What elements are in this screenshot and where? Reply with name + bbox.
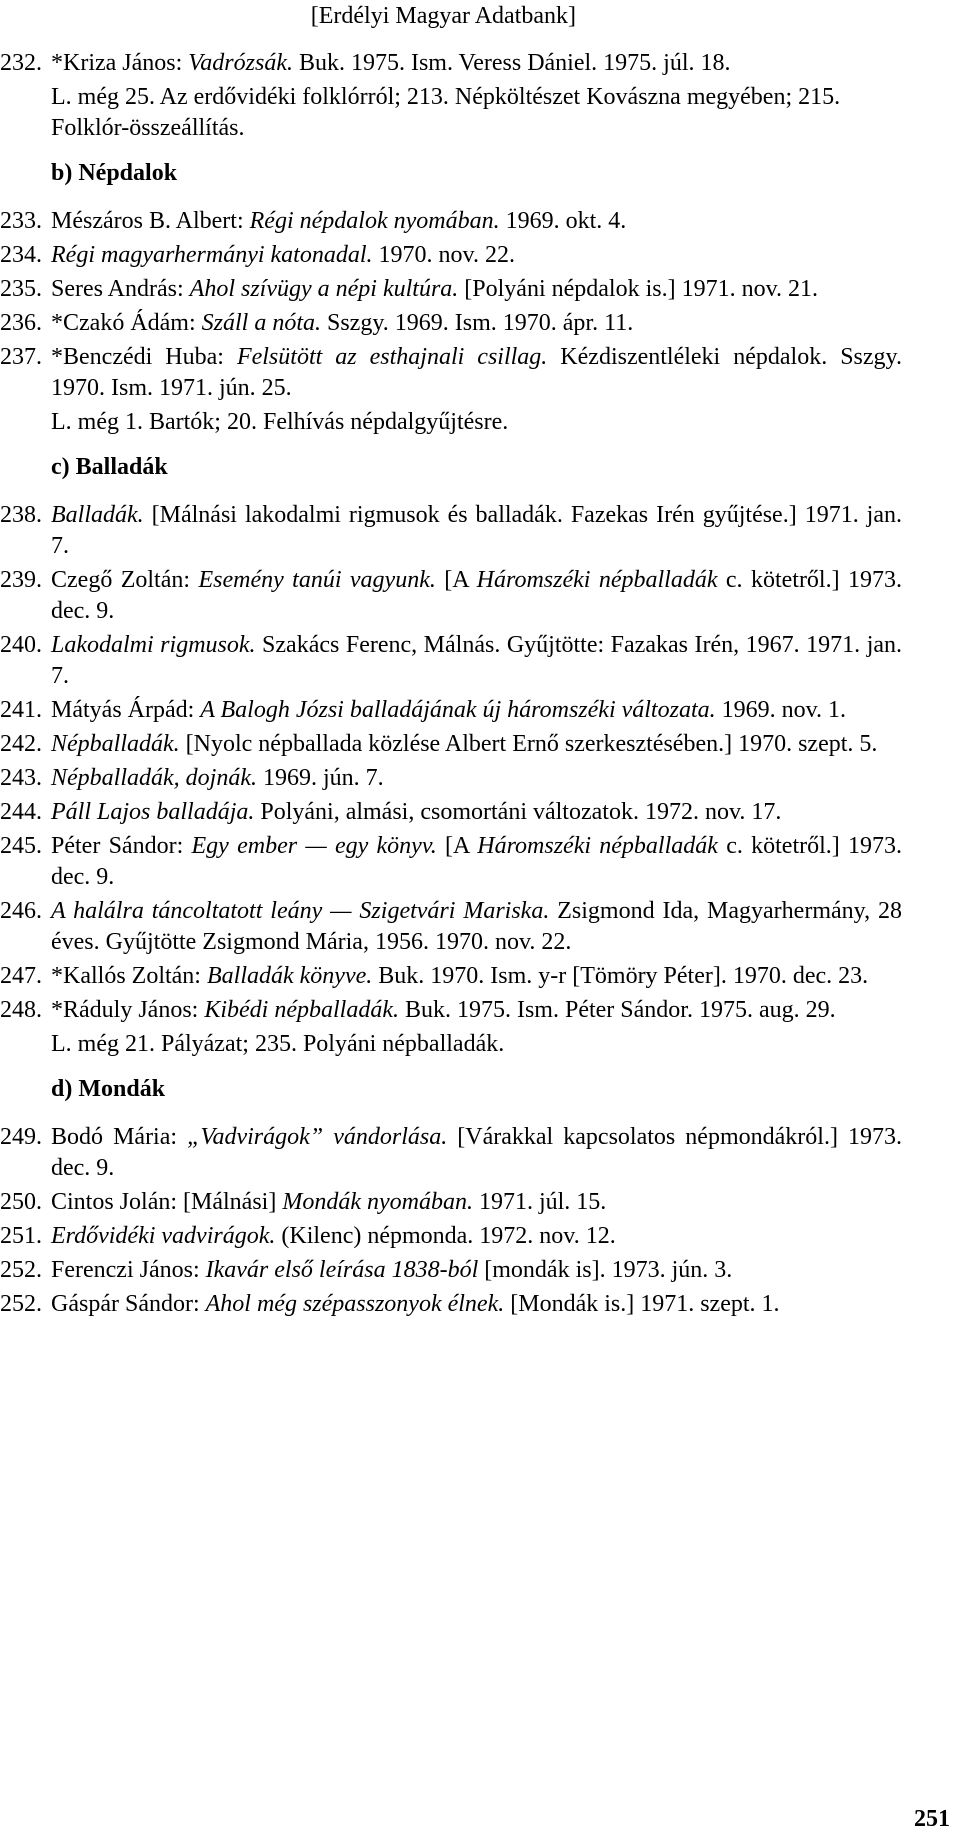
- entry-text: Gáspár Sándor:: [51, 1291, 206, 1317]
- bibliography-entry: [0, 995, 902, 1026]
- bibliography-entry: [0, 797, 902, 828]
- entry-title: Háromszéki népballadák: [477, 833, 718, 859]
- entry-text: Kézdiszentléleki népdalok. Sszgy. 1970. Ism. 1971. jún. 25.: [51, 344, 902, 401]
- entry-title: Mondák nyomában.: [282, 1189, 473, 1215]
- entry-number: 245.: [0, 833, 42, 859]
- bibliography-entry: [0, 1187, 902, 1218]
- entry-text: *Kriza János:: [51, 50, 189, 76]
- entry-text: [mondák is]. 1973. jún. 3.: [478, 1257, 733, 1283]
- entry-number: 247.: [0, 963, 42, 989]
- entry-number: 244.: [0, 799, 42, 825]
- entry-text: Bodó Mária:: [51, 1124, 188, 1150]
- entry-title: „Vadvirágok” vándorlása.: [187, 1124, 448, 1150]
- bibliography-entry: [0, 565, 902, 627]
- section-heading: d) Mondák: [51, 1076, 166, 1102]
- cross-reference-note: L. még 25. Az erdővidéki folklórról; 213. Népköltészet Kovászna megyében; 215. Folklór-összeállítás.: [51, 84, 841, 141]
- entry-text: Mészáros B. Albert:: [51, 208, 250, 234]
- entry-title: Száll a nóta.: [201, 310, 321, 336]
- entry-text: (Kilenc) népmonda. 1972. nov. 12.: [275, 1223, 616, 1249]
- entry-text: Buk. 1975. Ism. Péter Sándor. 1975. aug. 29.: [398, 997, 836, 1023]
- entry-text: 1969. nov. 1.: [715, 697, 847, 723]
- entry-title: Népballadák, dojnák.: [51, 765, 257, 791]
- entry-number: 237.: [0, 344, 42, 370]
- section-heading: c) Balladák: [51, 454, 168, 480]
- entry-text: 1969. jún. 7.: [256, 765, 384, 791]
- bibliography-entry: [0, 831, 902, 893]
- entry-text: Czegő Zoltán:: [51, 567, 199, 593]
- bibliography-entry: [0, 630, 902, 692]
- entry-number: 251.: [0, 1223, 42, 1249]
- entry-number: 252.: [0, 1291, 42, 1317]
- entry-title: Ikavár első leírása 1838-ból: [205, 1257, 479, 1283]
- entry-number: 242.: [0, 731, 42, 757]
- bibliography-entry: [0, 48, 902, 79]
- entry-number: 232.: [0, 50, 42, 76]
- entry-text: Sszgy. 1969. Ism. 1970. ápr. 11.: [320, 310, 634, 336]
- entry-text: 1969. okt. 4.: [499, 208, 627, 234]
- entry-text: Ferenczi János:: [51, 1257, 206, 1283]
- entry-number: 240.: [0, 632, 42, 658]
- entry-title: Kibédi népballadák.: [204, 997, 399, 1023]
- entry-number: 236.: [0, 310, 42, 336]
- entry-title: Népballadák.: [51, 731, 180, 757]
- entry-text: c. kötetről.] 1973. dec. 9.: [51, 833, 903, 890]
- entry-title: Régi népdalok nyomában.: [249, 208, 500, 234]
- bibliography-entry: [0, 729, 902, 760]
- entry-title: Régi magyarhermányi katonadal.: [51, 242, 373, 268]
- entry-number: 235.: [0, 276, 42, 302]
- entry-title: Ahol még szépasszonyok élnek.: [205, 1291, 505, 1317]
- bibliography-entry: [0, 896, 902, 958]
- bibliography-entry: [0, 342, 902, 404]
- bibliography-entry: [0, 763, 902, 794]
- entry-number: 248.: [0, 997, 42, 1023]
- bibliography-list: [0, 48, 960, 1323]
- entry-title: Lakodalmi rigmusok.: [51, 632, 256, 658]
- entry-number: 246.: [0, 898, 42, 924]
- entry-title: Felsütött az esthajnali csillag.: [236, 344, 548, 370]
- entry-text: Seres András:: [51, 276, 190, 302]
- entry-title: Vadrózsák.: [188, 50, 293, 76]
- entry-title: Erdővidéki vadvirágok.: [51, 1223, 276, 1249]
- bibliography-entry: [0, 1122, 902, 1184]
- entry-text: Szakács Ferenc, Málnás. Gyűjtötte: Fazakas Irén, 1967. 1971. jan. 7.: [51, 632, 903, 689]
- entry-text: c. kötetről.] 1973. dec. 9.: [51, 567, 902, 624]
- entry-title: Balladák könyve.: [206, 963, 373, 989]
- entry-text: *Ráduly János:: [51, 997, 205, 1023]
- entry-number: 243.: [0, 765, 42, 791]
- source-header: [Erdélyi Magyar Adatbank]: [310, 3, 576, 29]
- section-heading: b) Népdalok: [51, 160, 178, 186]
- entry-number: 252.: [0, 1257, 42, 1283]
- entry-number: 239.: [0, 567, 42, 593]
- bibliography-entry: [0, 1255, 902, 1286]
- entry-number: 238.: [0, 502, 42, 528]
- entry-text: [A: [436, 833, 478, 859]
- bibliography-entry: [0, 961, 902, 992]
- entry-number: 250.: [0, 1189, 42, 1215]
- bibliography-entry: [0, 695, 902, 726]
- cross-reference-note: L. még 21. Pályázat; 235. Polyáni népballadák.: [51, 1031, 505, 1057]
- entry-text: [Málnási lakodalmi rigmusok és balladák. Fazekas Irén gyűjtése.] 1971. jan. 7.: [51, 502, 902, 559]
- bibliography-entry: [0, 274, 902, 305]
- entry-text: [Mondák is.] 1971. szept. 1.: [504, 1291, 780, 1317]
- entry-title: Háromszéki népballadák: [476, 567, 718, 593]
- entry-text: [A: [435, 567, 477, 593]
- entry-text: 1971. júl. 15.: [472, 1189, 607, 1215]
- cross-reference-note: L. még 1. Bartók; 20. Felhívás népdalgyűjtésre.: [51, 409, 509, 435]
- entry-title: Egy ember — egy könyv.: [191, 833, 437, 859]
- entry-title: Ahol szívügy a népi kultúra.: [189, 276, 459, 302]
- entry-text: Cintos Jolán: [Málnási]: [51, 1189, 283, 1215]
- page-number: 251: [914, 1806, 950, 1832]
- entry-text: *Kallós Zoltán:: [51, 963, 207, 989]
- bibliography-entry: [0, 500, 902, 562]
- bibliography-entry: [0, 206, 902, 237]
- entry-text: [Polyáni népdalok is.] 1971. nov. 21.: [458, 276, 819, 302]
- entry-text: Buk. 1970. Ism. y-r [Tömöry Péter]. 1970. dec. 23.: [372, 963, 869, 989]
- bibliography-entry: [0, 1289, 902, 1320]
- entry-text: Péter Sándor:: [51, 833, 192, 859]
- entry-title: A halálra táncoltatott leány — Szigetvári Mariska.: [51, 898, 550, 924]
- entry-title: Esemény tanúi vagyunk.: [198, 567, 436, 593]
- entry-title: Balladák.: [51, 502, 144, 528]
- entry-text: 1970. nov. 22.: [372, 242, 515, 268]
- entry-number: 233.: [0, 208, 42, 234]
- bibliography-entry: [0, 308, 902, 339]
- entry-text: Mátyás Árpád:: [51, 697, 201, 723]
- entry-text: *Benczédi Huba:: [51, 344, 237, 370]
- entry-title: A Balogh Józsi balladájának új háromszéki változata.: [200, 697, 716, 723]
- entry-number: 234.: [0, 242, 42, 268]
- bibliography-entry: [0, 240, 902, 271]
- entry-text: [Várakkal kapcsolatos népmondákról.] 1973. dec. 9.: [51, 1124, 903, 1181]
- entry-text: Buk. 1975. Ism. Veress Dániel. 1975. júl. 18.: [292, 50, 731, 76]
- bibliography-entry: [0, 1221, 902, 1252]
- entry-text: Polyáni, almási, csomortáni változatok. 1972. nov. 17.: [254, 799, 782, 825]
- entry-title: Páll Lajos balladája.: [51, 799, 255, 825]
- entry-number: 241.: [0, 697, 42, 723]
- entry-text: *Czakó Ádám:: [51, 310, 202, 336]
- entry-text: [Nyolc népballada közlése Albert Ernő szerkesztésében.] 1970. szept. 5.: [179, 731, 878, 757]
- entry-text: Zsigmond Ida, Magyarhermány, 28 éves. Gyűjtötte Zsigmond Mária, 1956. 1970. nov. 22.: [51, 898, 902, 955]
- entry-number: 249.: [0, 1124, 42, 1150]
